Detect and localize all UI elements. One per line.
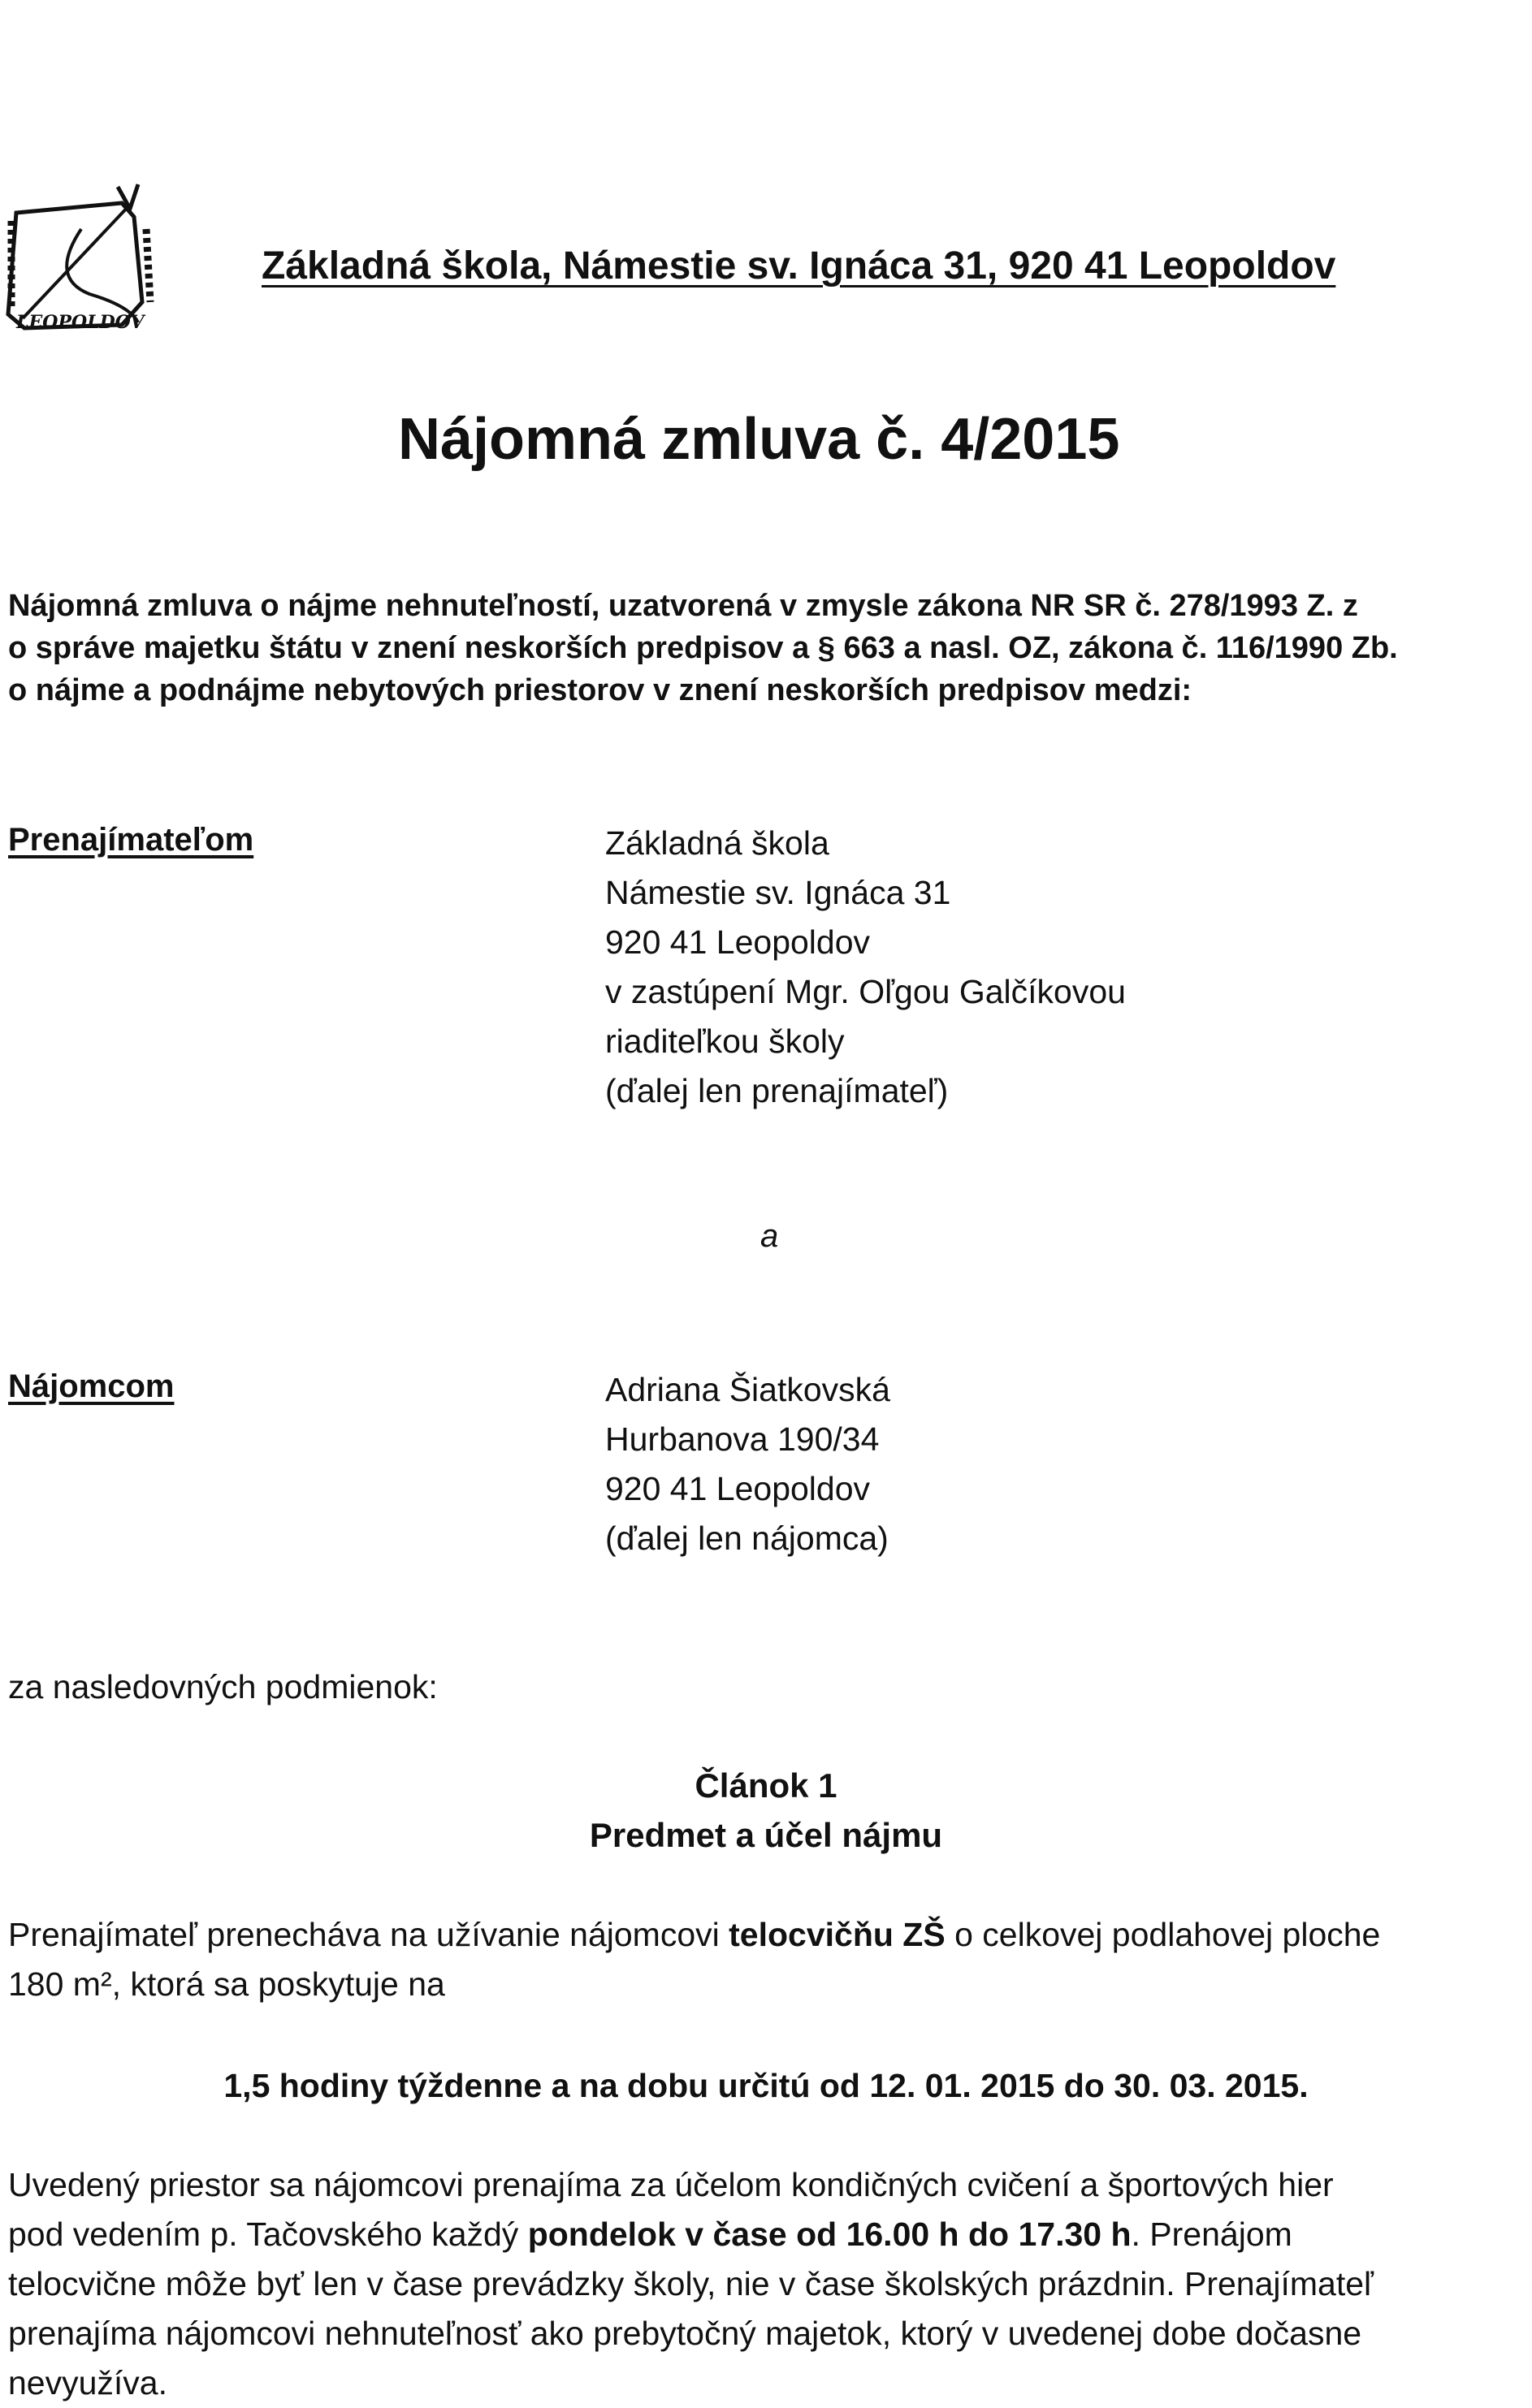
intro-paragraph xyxy=(8,585,1532,711)
emphasis-run: pondelok v čase od 16.00 h do 17.30 h xyxy=(527,2216,1132,2253)
rental-term: 1,5 hodiny týždenne a na dobu určitú od 12. 01. 2015 do 30. 03. 2015. xyxy=(223,2067,1309,2104)
school-header: Základná škola, Námestie sv. Ignáca 31, 920 41 Leopoldov xyxy=(262,244,1336,287)
article-heading: Predmet a účel nájmu xyxy=(589,1816,943,1854)
paragraph-line: nevyužíva. xyxy=(8,2364,167,2402)
tenant-label: Nájomcom xyxy=(8,1368,175,1404)
school-logo xyxy=(0,180,167,335)
intro-line: Nájomná zmluva o nájme nehnuteľností, uzatvorená v zmysle zákona NR SR č. 278/1993 Z. z xyxy=(8,589,1358,623)
landlord-label: Prenajímateľom xyxy=(8,822,254,858)
text-run: o celkovej podlahovej ploche xyxy=(945,1916,1381,1953)
intro-line: o správe majetku štátu v znení neskorších predpisov a § 663 a nasl. OZ, zákona č. 116/1990 Zb. xyxy=(8,631,1398,665)
landlord-line: riaditeľkou školy xyxy=(605,1022,845,1060)
landlord-line: Námestie sv. Ignáca 31 xyxy=(605,874,951,911)
paragraph-line xyxy=(8,2210,1532,2259)
paragraph-line xyxy=(8,1910,1532,1960)
text-run: Prenajímateľ prenecháva na užívanie nájomcovi xyxy=(8,1916,729,1953)
logo-lettering: LEOPOLDOV xyxy=(16,312,145,333)
emphasis-run: telocvičňu ZŠ xyxy=(729,1916,946,1953)
article-paragraph-1 xyxy=(8,1910,1532,2009)
conditions-intro: za nasledovných podmienok: xyxy=(8,1668,438,1705)
paragraph-line: 180 m², ktorá sa poskytuje na xyxy=(8,1965,445,2003)
landlord-line: 920 41 Leopoldov xyxy=(605,923,871,961)
conjunction: a xyxy=(760,1218,779,1254)
text-run: pod vedením p. Tačovského každý xyxy=(8,2216,528,2253)
landlord-line: Základná škola xyxy=(605,824,829,862)
article-number: Článok 1 xyxy=(695,1766,837,1805)
tenant-details xyxy=(605,1365,890,1563)
paragraph-line: telocvične môže byť len v čase prevádzky školy, nie v čase školských prázdnin. Prenajímateľ xyxy=(8,2265,1374,2302)
intro-line: o nájme a podnájme nebytových priestorov v znení neskorších predpisov medzi: xyxy=(8,673,1192,707)
paragraph-line: prenajíma nájomcovi nehnuteľnosť ako prebytočný majetok, ktorý v uvedenej dobe dočasne xyxy=(8,2315,1362,2352)
article-paragraph-2 xyxy=(8,2160,1532,2408)
landlord-line: (ďalej len prenajímateľ) xyxy=(605,1072,949,1109)
paragraph-line: Uvedený priestor sa nájomcovi prenajíma za účelom kondičných cvičení a športových hier xyxy=(8,2166,1334,2203)
landlord-line: v zastúpení Mgr. Oľgou Galčíkovou xyxy=(605,973,1126,1010)
document-title: Nájomná zmluva č. 4/2015 xyxy=(398,407,1120,472)
tenant-line: Adriana Šiatkovská xyxy=(605,1371,890,1408)
tenant-line: Hurbanova 190/34 xyxy=(605,1420,880,1458)
text-run: . Prenájom xyxy=(1131,2216,1292,2253)
tenant-line: 920 41 Leopoldov xyxy=(605,1470,871,1507)
landlord-details xyxy=(605,819,1126,1116)
tenant-line: (ďalej len nájomca) xyxy=(605,1520,889,1557)
